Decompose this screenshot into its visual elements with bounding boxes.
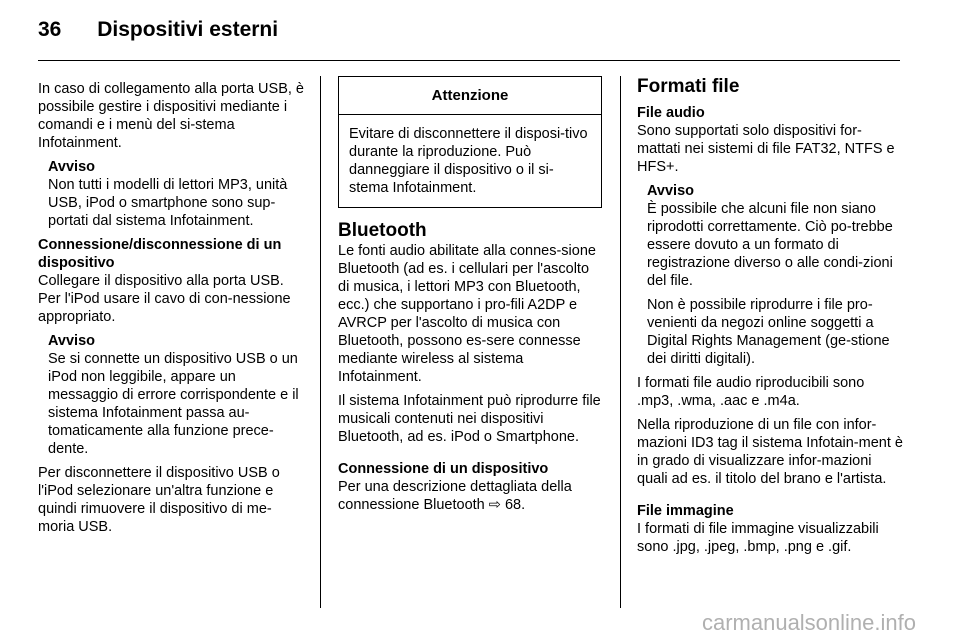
column-2 bbox=[338, 76, 602, 520]
notice-title: Avviso bbox=[48, 159, 96, 175]
notice-text-1: È possibile che alcuni file non siano riprodotti correttamente. Ciò po-trebbe essere dovuto a un formato di registrazione diverso o alle condi-zioni del file. bbox=[647, 201, 893, 289]
column-divider-2 bbox=[620, 76, 621, 608]
audio-paragraph: Sono supportati solo dispositivi for-mattati nei sistemi di file FAT32, NTFS e HFS+. bbox=[637, 123, 895, 175]
section-heading-formats: Formati file bbox=[637, 76, 740, 97]
image-paragraph: I formati di file immagine visualizzabili sono .jpg, .jpeg, .bmp, .png e .gif. bbox=[637, 521, 879, 555]
section-heading-bluetooth: Bluetooth bbox=[338, 220, 427, 241]
notice-text-2: Non è possibile riprodurre i file pro-venienti da negozi online soggetti a Digital Rights Management (ge-stione dei diritti digitali). bbox=[647, 297, 890, 367]
id3-paragraph: Nella riproduzione di un file con infor-mazioni ID3 tag il sistema Infotain-ment è in grado di visualizzare infor-mazioni quali ad es. il titolo del brano e l'artista. bbox=[637, 417, 903, 487]
page-ref-link[interactable]: 68. bbox=[504, 497, 526, 513]
watermark: carmanualsonline.info bbox=[701, 610, 916, 635]
warning-box bbox=[338, 76, 602, 208]
subheading-audio: File audio bbox=[637, 105, 705, 121]
warning-title: Attenzione bbox=[339, 77, 601, 115]
disconnect-paragraph: Per disconnettere il dispositivo USB o l'iPod selezionare un'altra funzione e quindi rimuovere il dispositivo di me-moria USB. bbox=[38, 465, 280, 535]
section-heading-connection: Connessione/disconnessione di un dispositivo bbox=[38, 237, 282, 271]
connect-paragraph: Collegare il dispositivo alla porta USB. Per l'iPod usare il cavo di con-nessione appropriato. bbox=[38, 273, 291, 325]
subheading-image: File immagine bbox=[637, 503, 734, 519]
page-header bbox=[38, 18, 278, 42]
notice-title: Avviso bbox=[647, 183, 695, 199]
bluetooth-paragraph-2: Il sistema Infotainment può riprodurre file musicali contenuti nei dispositivi Bluetooth, ad es. iPod o Smartphone. bbox=[338, 393, 601, 445]
notice-3 bbox=[637, 182, 903, 368]
notice-text: Se si connette un dispositivo USB o un iPod non leggibile, appare un messaggio di errore corrispondente e il sistema Infotainment passa au-tomaticamente alla funzione prece-dente. bbox=[48, 351, 299, 457]
column-3 bbox=[637, 78, 903, 562]
connection-text: Per una descrizione dettagliata della connessione Bluetooth bbox=[338, 479, 572, 513]
header-rule bbox=[38, 60, 900, 61]
column-1 bbox=[38, 80, 304, 542]
notice-text: Non tutti i modelli di lettori MP3, unità USB, iPod o smartphone sono sup-portati dal sistema Infotainment. bbox=[48, 177, 288, 229]
column-divider-1 bbox=[320, 76, 321, 608]
subheading-connection: Connessione di un dispositivo bbox=[338, 461, 549, 477]
warning-text: Evitare di disconnettere il disposi-tivo durante la riproduzione. Può danneggiare il dispositivo o il si-stema Infotainment. bbox=[349, 126, 588, 196]
notice-title: Avviso bbox=[48, 333, 96, 349]
page-number: 36 bbox=[38, 18, 62, 41]
notice-1 bbox=[38, 158, 304, 230]
notice-2 bbox=[38, 332, 304, 458]
connection-paragraph bbox=[338, 478, 602, 514]
page-ref-arrow-icon: ⇨ bbox=[488, 497, 501, 513]
bluetooth-paragraph-1: Le fonti audio abilitate alla connes-sione Bluetooth (ad es. i cellulari per l'ascolto di musica, i lettori MP3 con Bluetooth, ecc.) che supportano i pro-fili A2DP e AVRCP per l'ascolto di musica con Bluetooth, possono es-sere connesse mediante wireless al sistema Infotainment. bbox=[338, 243, 596, 385]
intro-paragraph: In caso di collegamento alla porta USB, è possibile gestire i dispositivi mediante i comandi e i menù del si-stema Infotainment. bbox=[38, 81, 304, 151]
page-title: Dispositivi esterni bbox=[97, 18, 279, 41]
formats-paragraph: I formati file audio riproducibili sono .mp3, .wma, .aac e .m4a. bbox=[637, 375, 865, 409]
